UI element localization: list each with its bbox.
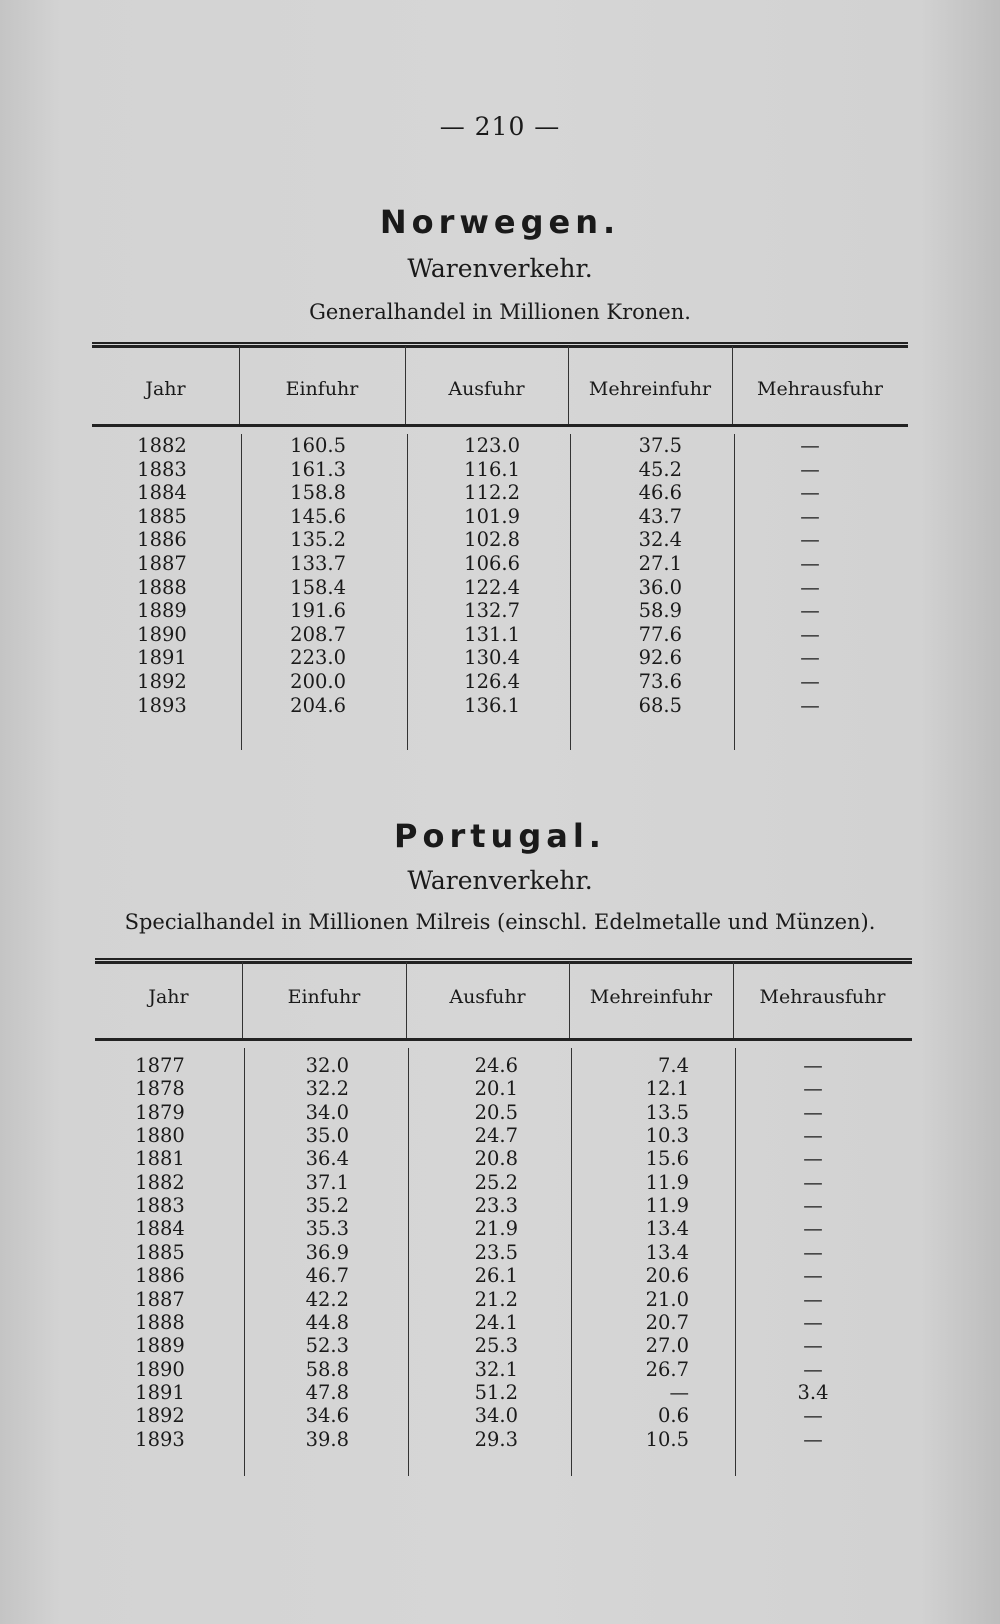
norwegen-description: Generalhandel in Millionen Kronen. xyxy=(309,300,691,324)
table-cell: 25.2 xyxy=(474,1170,518,1194)
table-cell: — xyxy=(803,1310,823,1334)
table-cell: 35.2 xyxy=(305,1194,349,1218)
table-cell: 24.1 xyxy=(474,1310,518,1334)
table-cell: — xyxy=(800,646,820,670)
table-cell: — xyxy=(803,1124,823,1148)
table-cell: 36.4 xyxy=(305,1147,349,1171)
table-cell: 160.5 xyxy=(290,434,346,457)
body-column-divider xyxy=(735,1048,736,1476)
table-cell: 37.1 xyxy=(305,1170,349,1194)
table-cell: 204.6 xyxy=(290,693,346,717)
table-cell: 223.0 xyxy=(290,646,346,670)
table-cell: — xyxy=(800,693,820,717)
table-cell: 58.9 xyxy=(638,599,682,623)
table-cell: 25.3 xyxy=(474,1334,518,1358)
table-cell: 26.7 xyxy=(645,1357,689,1381)
table-cell: 158.4 xyxy=(290,575,346,599)
table-cell: 13.4 xyxy=(645,1217,689,1241)
table-cell: 208.7 xyxy=(290,622,346,646)
table-cell: 191.6 xyxy=(290,599,346,623)
table-cell: 73.6 xyxy=(638,670,682,693)
table-cell: 145.6 xyxy=(290,504,346,528)
table-cell: 77.6 xyxy=(638,622,682,646)
table-cell: 20.7 xyxy=(645,1310,689,1334)
table-cell: 11.9 xyxy=(645,1170,689,1194)
norwegen-table xyxy=(92,342,908,752)
table-cell: 10.5 xyxy=(645,1427,689,1451)
table-cell: 1877 xyxy=(135,1054,185,1077)
table-cell: 1884 xyxy=(137,481,187,505)
table-cell: 133.7 xyxy=(290,552,346,575)
table-cell: — xyxy=(800,481,820,505)
table-cell: 1888 xyxy=(135,1310,185,1334)
table-cell: 35.3 xyxy=(305,1217,349,1241)
page-number: — 210 — xyxy=(439,112,561,141)
table-cell: 10.3 xyxy=(645,1124,689,1148)
table-cell: — xyxy=(800,670,820,693)
table-cell: 32.4 xyxy=(638,528,682,552)
table-cell: — xyxy=(803,1194,823,1218)
table-cell: 32.0 xyxy=(305,1054,349,1077)
table-cell: 1883 xyxy=(135,1194,185,1218)
table-cell: 1880 xyxy=(135,1124,185,1148)
table-cell: 36.0 xyxy=(638,575,682,599)
table-cell: 58.8 xyxy=(305,1357,349,1381)
table-cell: 1883 xyxy=(137,457,187,481)
table-cell: 1879 xyxy=(135,1100,185,1124)
table-cell: 21.9 xyxy=(474,1217,518,1241)
column-header: Ausfuhr xyxy=(448,378,525,400)
table-cell: — xyxy=(800,552,820,575)
table-cell: 1893 xyxy=(137,693,187,717)
portugal-title: Portugal. xyxy=(394,817,606,855)
column-header: Ausfuhr xyxy=(449,986,526,1008)
table-cell: 47.8 xyxy=(305,1380,349,1404)
table-cell: — xyxy=(803,1217,823,1241)
column-header: Mehreinfuhr xyxy=(589,986,713,1008)
table-cell: 1881 xyxy=(135,1147,185,1171)
table-cell: 1886 xyxy=(137,528,187,552)
table-cell: — xyxy=(800,599,820,623)
table-cell: 20.5 xyxy=(474,1100,518,1124)
table-cell: — xyxy=(800,622,820,646)
table-cell: 101.9 xyxy=(464,504,520,528)
table-cell: 21.2 xyxy=(474,1287,518,1311)
table-cell: 20.6 xyxy=(645,1264,689,1288)
norwegen-title: Norwegen. xyxy=(379,203,621,241)
table-cell: — xyxy=(803,1147,823,1171)
table-cell: 7.4 xyxy=(657,1054,689,1077)
table-cell: 24.6 xyxy=(474,1054,518,1077)
table-cell: — xyxy=(803,1287,823,1311)
table-cell: 27.1 xyxy=(638,552,682,575)
table-cell: 1892 xyxy=(137,670,187,693)
table-cell: 1885 xyxy=(137,504,187,528)
header-rule xyxy=(92,424,908,427)
table-cell: — xyxy=(669,1380,689,1404)
table-cell: 1884 xyxy=(135,1217,185,1241)
table-cell: 1889 xyxy=(135,1334,185,1358)
table-cell: — xyxy=(800,434,820,457)
table-cell: — xyxy=(803,1427,823,1451)
table-cell: 11.9 xyxy=(645,1194,689,1218)
table-cell: 46.6 xyxy=(638,481,682,505)
table-cell: 1878 xyxy=(135,1077,185,1101)
table-cell: 20.1 xyxy=(474,1077,518,1101)
table-cell: 123.0 xyxy=(464,434,520,457)
table-cell: 20.8 xyxy=(474,1147,518,1171)
table-cell: 44.8 xyxy=(305,1310,349,1334)
table-cell: 1890 xyxy=(137,622,187,646)
table-cell: — xyxy=(803,1100,823,1124)
table-cell: 1891 xyxy=(135,1380,185,1404)
body-column-divider xyxy=(734,434,735,750)
table-cell: 34.0 xyxy=(305,1100,349,1124)
table-cell: 32.1 xyxy=(474,1357,518,1381)
table-cell: 1892 xyxy=(135,1404,185,1428)
table-cell: 29.3 xyxy=(474,1427,518,1451)
table-cell: 46.7 xyxy=(305,1264,349,1288)
table-cell: 126.4 xyxy=(464,670,520,693)
table-cell: 130.4 xyxy=(464,646,520,670)
portugal-table xyxy=(95,958,912,1478)
table-cell: 13.4 xyxy=(645,1240,689,1264)
table-cell: 13.5 xyxy=(645,1100,689,1124)
column-header: Mehreinfuhr xyxy=(588,378,712,400)
table-cell: 1893 xyxy=(135,1427,185,1451)
table-cell: 135.2 xyxy=(290,528,346,552)
table-cell: 35.0 xyxy=(305,1124,349,1148)
table-cell: 106.6 xyxy=(464,552,520,575)
table-cell: 45.2 xyxy=(638,457,682,481)
table-cell: 68.5 xyxy=(638,693,682,717)
table-cell: 26.1 xyxy=(474,1264,518,1288)
column-header: Mehrausfuhr xyxy=(759,986,886,1008)
table-cell: 3.4 xyxy=(797,1380,829,1404)
table-cell: — xyxy=(800,575,820,599)
table-cell: — xyxy=(803,1170,823,1194)
table-cell: 52.3 xyxy=(305,1334,349,1358)
table-cell: 122.4 xyxy=(464,575,520,599)
table-cell: 43.7 xyxy=(638,504,682,528)
table-cell: — xyxy=(803,1264,823,1288)
table-cell: 1891 xyxy=(137,646,187,670)
column-header: Einfuhr xyxy=(287,986,361,1008)
table-cell: 1888 xyxy=(137,575,187,599)
top-double-rule xyxy=(92,342,908,348)
table-cell: 34.0 xyxy=(474,1404,518,1428)
table-cell: 37.5 xyxy=(638,434,682,457)
table-cell: — xyxy=(803,1240,823,1264)
table-cell: 1889 xyxy=(137,599,187,623)
table-cell: 112.2 xyxy=(464,481,520,505)
table-cell: 132.7 xyxy=(464,599,520,623)
portugal-description: Specialhandel in Millionen Milreis (einschl. Edelmetalle und Münzen). xyxy=(124,910,876,934)
table-cell: — xyxy=(803,1054,823,1077)
column-header: Einfuhr xyxy=(285,378,359,400)
table-cell: 136.1 xyxy=(464,693,520,717)
table-cell: — xyxy=(803,1077,823,1101)
table-cell: 102.8 xyxy=(464,528,520,552)
table-cell: 39.8 xyxy=(305,1427,349,1451)
column-header: Jahr xyxy=(148,986,189,1008)
table-cell: — xyxy=(800,528,820,552)
header-rule xyxy=(95,1038,912,1041)
table-cell: 1885 xyxy=(135,1240,185,1264)
table-cell: 27.0 xyxy=(645,1334,689,1358)
table-cell: 36.9 xyxy=(305,1240,349,1264)
table-cell: 1887 xyxy=(137,552,187,575)
column-header: Jahr xyxy=(145,378,186,400)
table-cell: 1882 xyxy=(135,1170,185,1194)
table-cell: 1890 xyxy=(135,1357,185,1381)
table-cell: 23.5 xyxy=(474,1240,518,1264)
column-header: Mehrausfuhr xyxy=(757,378,883,400)
table-cell: 32.2 xyxy=(305,1077,349,1101)
table-cell: 0.6 xyxy=(657,1404,689,1428)
table-cell: 92.6 xyxy=(638,646,682,670)
table-cell: 15.6 xyxy=(645,1147,689,1171)
table-cell: 24.7 xyxy=(474,1124,518,1148)
table-cell: — xyxy=(800,457,820,481)
table-cell: — xyxy=(800,504,820,528)
table-cell: 1887 xyxy=(135,1287,185,1311)
table-cell: — xyxy=(803,1334,823,1358)
table-cell: 21.0 xyxy=(645,1287,689,1311)
table-cell: 200.0 xyxy=(290,670,346,693)
table-cell: 23.3 xyxy=(474,1194,518,1218)
table-cell: — xyxy=(803,1357,823,1381)
table-cell: 42.2 xyxy=(305,1287,349,1311)
table-cell: 1882 xyxy=(137,434,187,457)
table-cell: 158.8 xyxy=(290,481,346,505)
table-cell: 1886 xyxy=(135,1264,185,1288)
top-double-rule xyxy=(95,958,912,964)
portugal-subtitle: Warenverkehr. xyxy=(407,866,593,895)
table-cell: 131.1 xyxy=(464,622,520,646)
table-cell: 51.2 xyxy=(474,1380,518,1404)
table-cell: 12.1 xyxy=(645,1077,689,1101)
table-cell: 116.1 xyxy=(464,457,520,481)
table-cell: — xyxy=(803,1404,823,1428)
table-cell: 161.3 xyxy=(290,457,346,481)
norwegen-subtitle: Warenverkehr. xyxy=(407,254,593,283)
table-cell: 34.6 xyxy=(305,1404,349,1428)
